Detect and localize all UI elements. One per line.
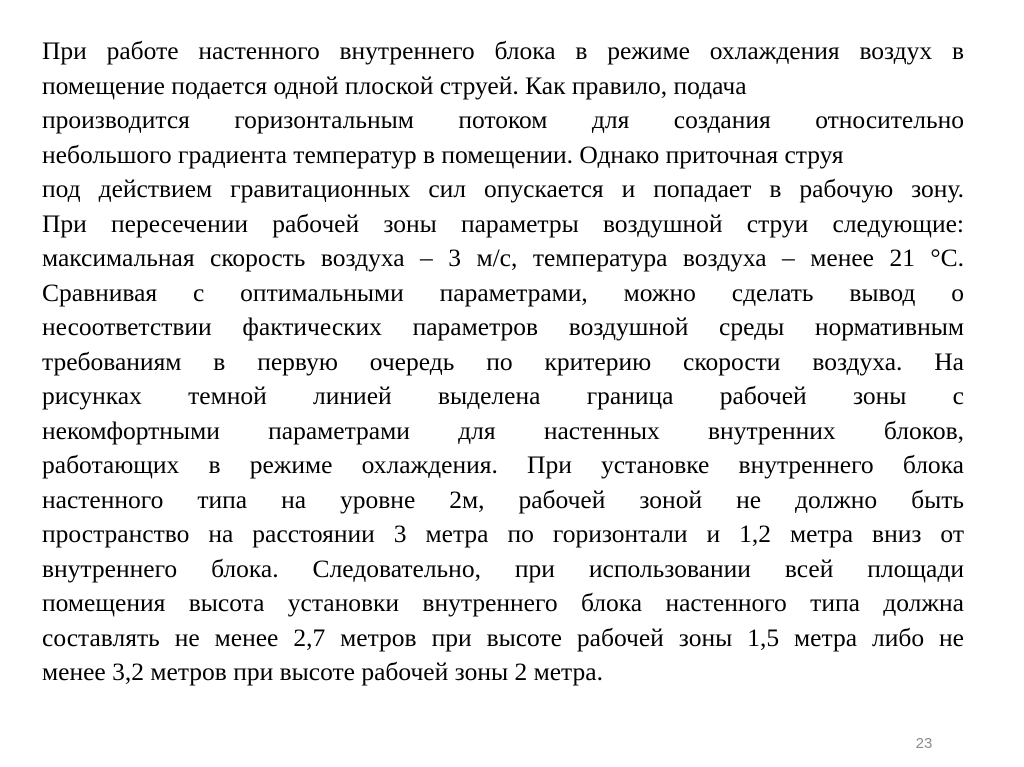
text-line: работающих в режиме охлаждения. При установке внутреннего блока — [42, 450, 964, 479]
text-line: некомфортными параметрами для настенных внутренних блоков, — [42, 415, 964, 445]
text-line: помещения высота установки внутреннего блока настенного типа должна — [42, 588, 964, 617]
text-line: составлять не менее 2,7 метров при высоте рабочей зоны 1,5 метра либо не — [42, 622, 964, 652]
page-number: 23 — [915, 735, 933, 752]
body-text — [42, 34, 964, 690]
text-line: небольшого градиента температур в помещении. Однако приточная струя — [42, 139, 844, 169]
text-line: Сравнивая с оптимальными параметрами, можно сделать вывод о — [42, 277, 964, 307]
text-line: несоответствии фактических параметров воздушной среды нормативным — [42, 312, 964, 341]
text-line: помещение подается одной плоской струей. Как правило, подача — [42, 70, 747, 100]
text-line: внутреннего блока. Следовательно, при использовании всей площади — [42, 553, 964, 583]
text-line: рисунках темной линией выделена граница рабочей зоны с — [42, 381, 964, 410]
text-line: При работе настенного внутреннего блока в режиме охлаждения воздух в — [42, 36, 964, 65]
text-line: под действием гравитационных сил опускается и попадает в рабочую зону. — [42, 174, 964, 203]
text-line: пространство на расстоянии 3 метра по горизонтали и 1,2 метра вниз от — [42, 519, 964, 548]
text-line: настенного типа на уровне 2м, рабочей зоной не должно быть — [42, 484, 964, 514]
text-line: производится горизонтальным потоком для создания относительно — [42, 105, 964, 134]
text-line: требованиям в первую очередь по критерию скорости воздуха. На — [42, 346, 964, 376]
text-line: При пересечении рабочей зоны параметры воздушной струи следующие: — [42, 208, 964, 238]
text-line: максимальная скорость воздуха – 3 м/с, температура воздуха – менее 21 °С. — [42, 243, 964, 272]
text-line: менее 3,2 метров при высоте рабочей зоны 2 метра. — [42, 657, 603, 686]
